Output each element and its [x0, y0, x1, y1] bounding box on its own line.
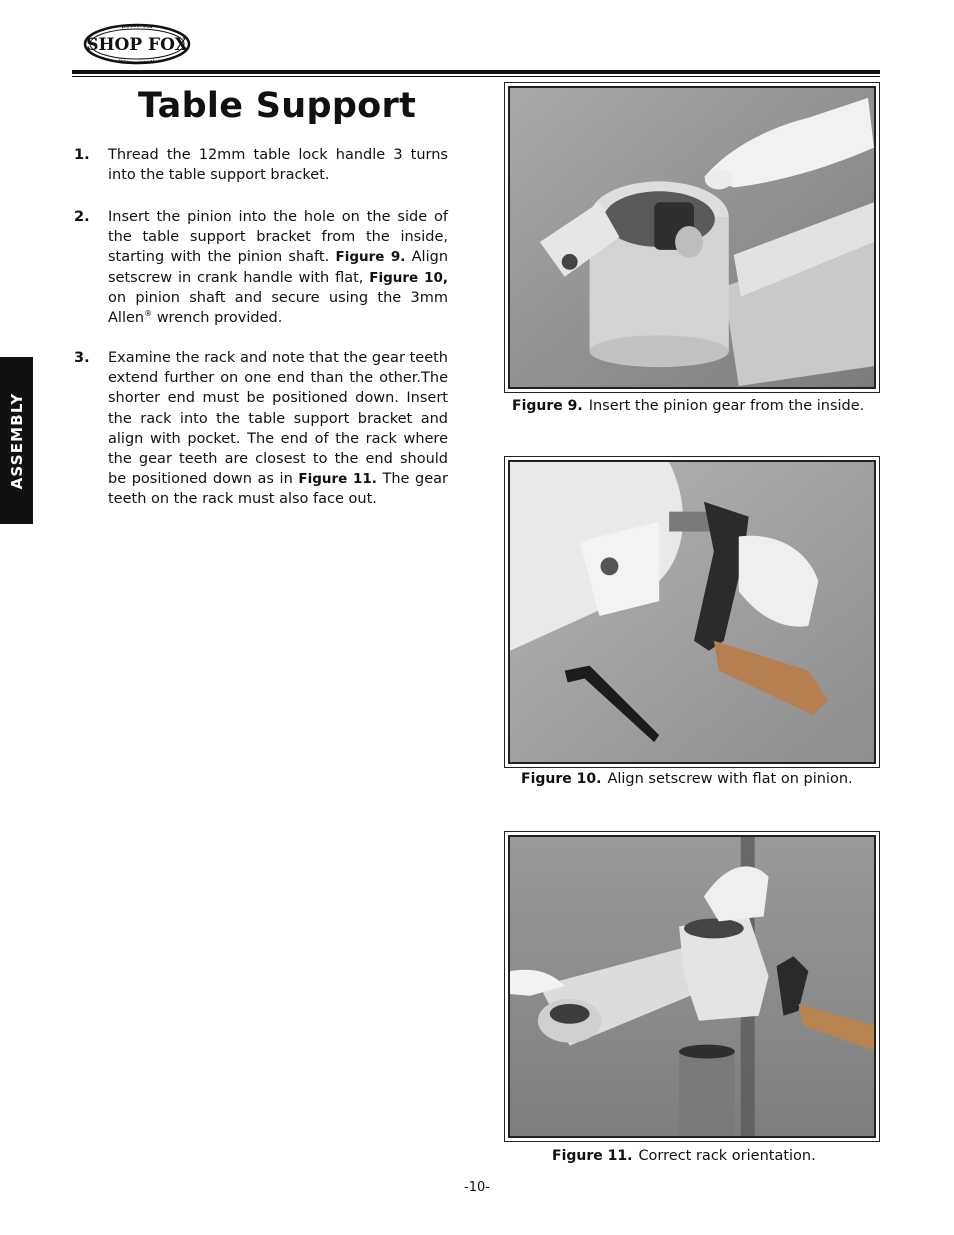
- step-text: Insert the pinion into the hole on the side of the table support bracket from the inside, starting with the pinion shaft. Figure 9. Align setscrew in crank handle with flat, Figure 10, on pinion shaft and secure using the 3mm Allen® wrench provided.: [108, 209, 449, 327]
- step-text: Thread the 12mm table lock handle 3 turns into the table support bracket.: [108, 147, 448, 184]
- crank-handle-photo: [510, 462, 874, 762]
- figure-10: [504, 456, 880, 768]
- rack-orientation-photo: [510, 837, 874, 1136]
- section-side-tab-label: ASSEMBLY: [7, 392, 26, 489]
- figure-9-caption: Figure 9. Insert the pinion gear from the inside.: [512, 398, 865, 414]
- page-number: -10-: [464, 1180, 490, 1195]
- header-rule-thick: [72, 70, 880, 74]
- step-3: [74, 348, 448, 510]
- step-number: 3.: [74, 350, 90, 366]
- figure-reference: Figure 9.: [335, 249, 406, 266]
- pinion-bracket-photo: [510, 88, 874, 387]
- figure-label: Figure 9.: [512, 398, 583, 414]
- figure-11: [504, 831, 880, 1142]
- logo-arc-bottom: INTERNATIONAL: [117, 58, 157, 66]
- figure-reference: Figure 11.: [298, 471, 377, 488]
- step-number: 2.: [74, 209, 90, 225]
- figure-10-caption: Figure 10. Align setscrew with flat on pinion.: [521, 771, 853, 787]
- figure-11-caption: Figure 11. Correct rack orientation.: [552, 1148, 816, 1164]
- figure-label: Figure 10.: [521, 771, 602, 787]
- shop-fox-logo: [82, 22, 192, 66]
- section-side-tab: [0, 357, 33, 524]
- step-1: [74, 145, 448, 185]
- figure-label: Figure 11.: [552, 1148, 633, 1164]
- logo-text: SHOP FOX: [86, 35, 188, 55]
- page-title: Table Support: [138, 86, 417, 126]
- header-rule-thin: [72, 76, 880, 77]
- step-text: Examine the rack and note that the gear teeth extend further on one end than the other.The shorter end must be positioned down. Insert the rack into the table support bracket and align with pocket. The end of the rack where the gear teeth are closest to the end should be positioned down as in Figure 11. The gear teeth on the rack must also face out.: [108, 350, 448, 508]
- step-2: [74, 207, 448, 328]
- logo-arc-top: WOODSTOCK: [120, 22, 154, 30]
- registered-mark: ®: [144, 309, 153, 319]
- figure-reference: Figure 10,: [369, 269, 449, 286]
- figure-9: [504, 82, 880, 393]
- step-number: 1.: [74, 147, 90, 163]
